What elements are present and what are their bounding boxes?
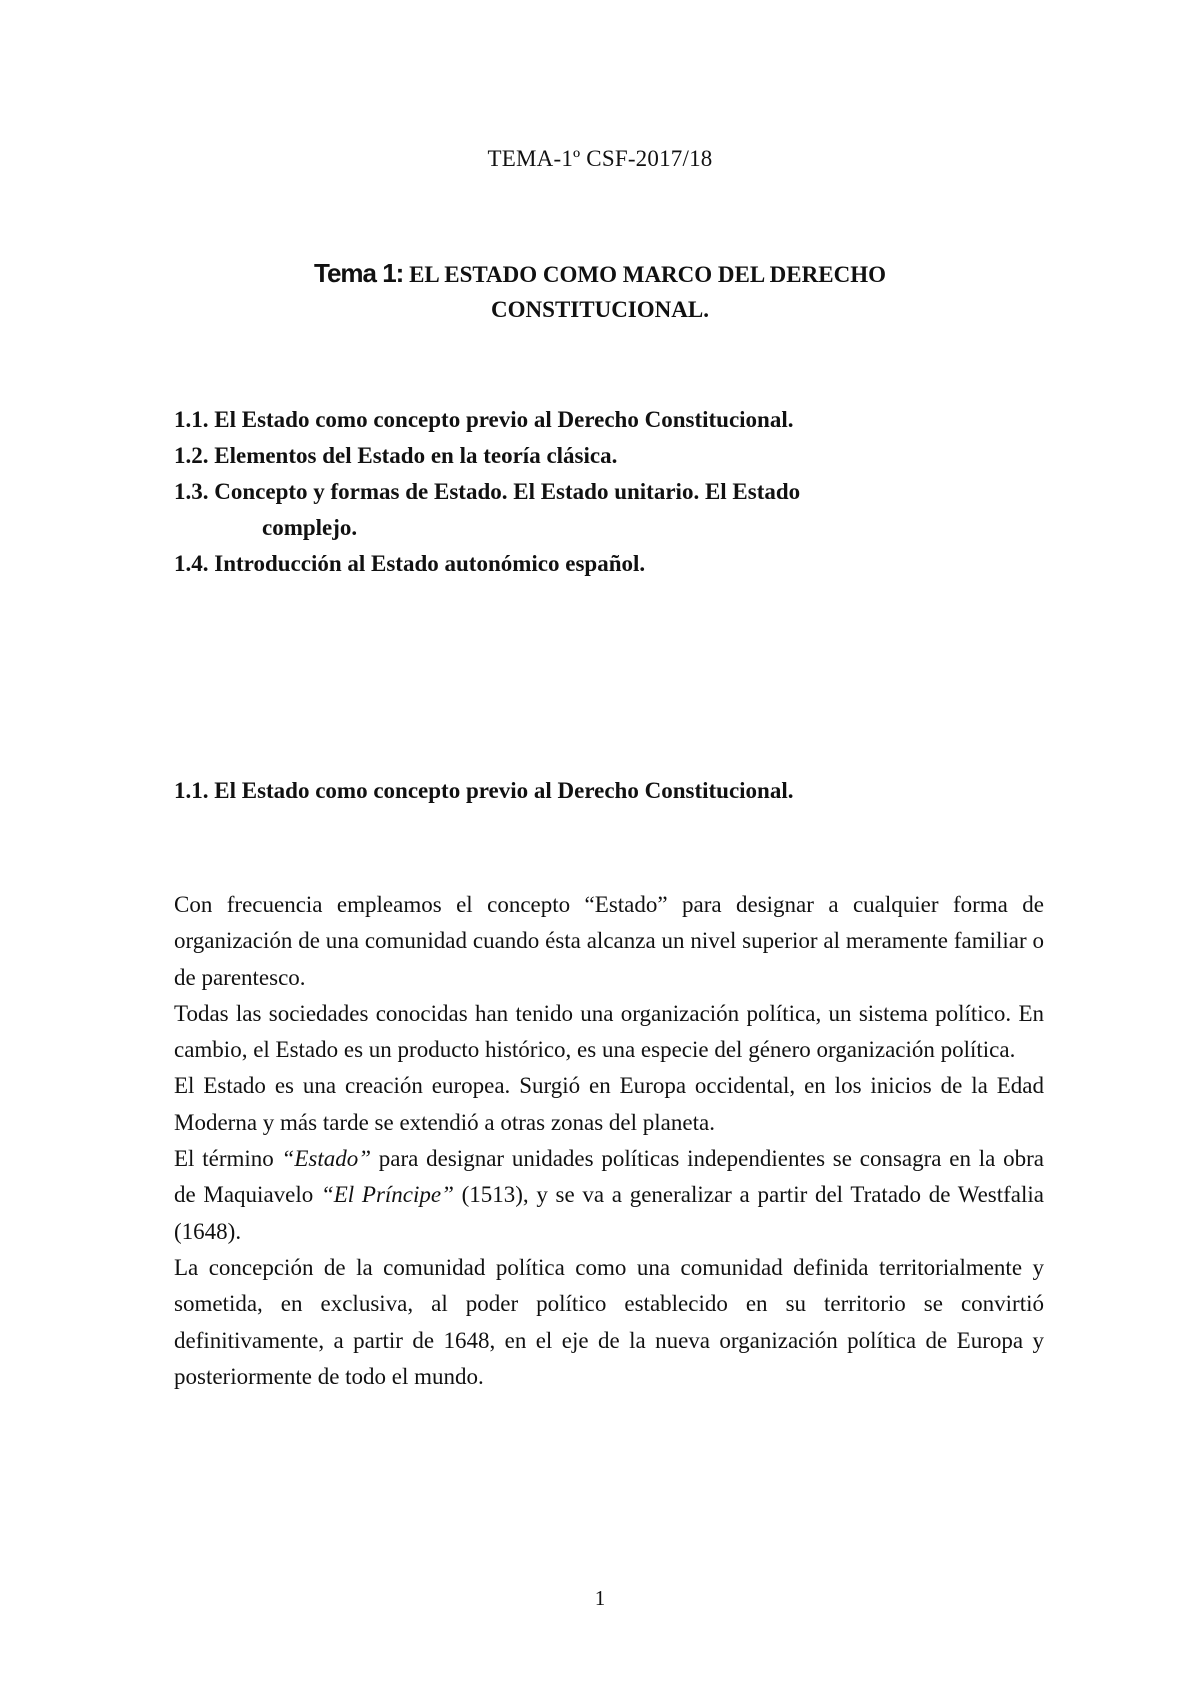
toc-item-text: 1.3. Concepto y formas de Estado. El Estado unitario. El Estado [174,479,801,504]
paragraph [174,1141,1044,1250]
title-line-2: CONSTITUCIONAL. [491,297,709,322]
title-prefix: Tema 1: [314,258,404,288]
italic-term: “Estado” [281,1146,372,1172]
italic-term: “El Príncipe” [320,1182,454,1208]
paragraph: El Estado es una creación europea. Surgió en Europa occidental, en los inicios de la Edad Moderna y más tarde se extendió a otras zonas del planeta. [174,1073,1044,1135]
toc-item [174,474,1034,546]
paragraph-text: (1513), y se va a generalizar a partir del Tratado de Westfalia (1648). [174,1182,1044,1244]
paragraph: La concepción de la comunidad política como una comunidad definida territorialmente y sometida, en exclusiva, al poder político establecido en su territorio se convirtió definitivamente, a partir de 1648, en el eje de la nueva organización política de Europa y posteriormente de todo el mundo. [174,1254,1044,1389]
toc-item-text: 1.2. Elementos del Estado en la teoría clásica. [174,443,618,468]
document-title [200,256,1000,327]
toc-item [174,438,1034,474]
title-line-1: EL ESTADO COMO MARCO DEL DERECHO [409,262,886,287]
page-number: 1 [594,1586,606,1610]
paragraph-text: para designar unidades políticas independientes se consagra en la obra de Maquiavelo [174,1146,1044,1208]
running-header: TEMA-1º CSF-2017/18 [487,146,713,171]
paragraph-text: El término [174,1146,282,1172]
toc-item-text: 1.4. Introducción al Estado autonómico español. [174,551,646,576]
paragraph: Todas las sociedades conocidas han tenido una organización política, un sistema político. En cambio, el Estado es un producto histórico, es una especie del género organización política. [174,1000,1044,1063]
section-heading: 1.1. El Estado como concepto previo al Derecho Constitucional. [174,778,794,803]
body-text [174,887,1044,1395]
toc-item-text: 1.1. El Estado como concepto previo al Derecho Constitucional. [174,407,794,432]
toc-item [174,402,1034,438]
paragraph: Con frecuencia empleamos el concepto “Estado” para designar a cualquier forma de organización de una comunidad cuando ésta alcanza un nivel superior al meramente familiar o de parentesco. [174,892,1044,990]
toc-item-continuation: complejo. [262,515,358,540]
table-of-contents [174,402,1034,582]
toc-item [174,546,1034,582]
